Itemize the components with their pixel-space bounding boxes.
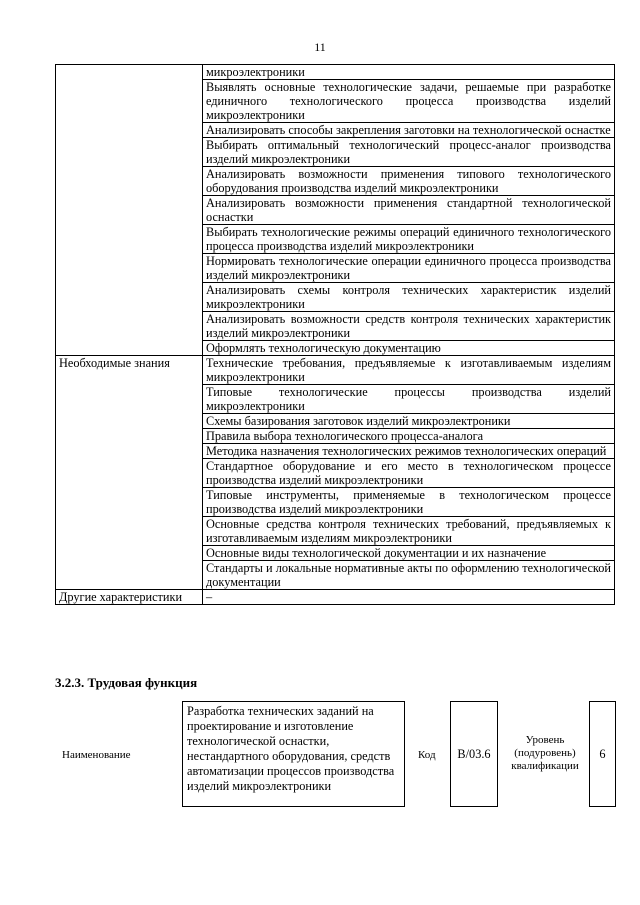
row-value: Правила выбора технологического процесса-аналога bbox=[203, 429, 615, 444]
page-number: 11 bbox=[314, 40, 326, 54]
row-value: Типовые инструменты, применяемые в технологическом процессе производства изделий микроэлектроники bbox=[203, 488, 615, 517]
row-value: Оформлять технологическую документацию bbox=[203, 341, 615, 356]
row-value: Основные средства контроля технических требований, предъявляемых к изготавливаемым изделиям микроэлектроники bbox=[203, 517, 615, 546]
row-value: Стандарты и локальные нормативные акты по оформлению технологической документации bbox=[203, 561, 615, 590]
name-label: Наименование bbox=[62, 749, 131, 761]
level-box: 6 bbox=[589, 701, 616, 807]
row-label bbox=[56, 65, 203, 356]
level-label: Уровень (подуровень) квалификации bbox=[511, 734, 579, 772]
row-label: Другие характеристики bbox=[56, 590, 203, 605]
row-value: Анализировать возможности применения типового технологического оборудования производства изделий микроэлектроники bbox=[203, 167, 615, 196]
table-row bbox=[56, 65, 615, 80]
row-value: Типовые технологические процессы производства изделий микроэлектроники bbox=[203, 385, 615, 414]
table-row bbox=[56, 356, 615, 385]
code-label: Код bbox=[418, 749, 436, 761]
row-value: Технические требования, предъявляемые к изготавливаемым изделиям микроэлектроники bbox=[203, 356, 615, 385]
row-value: Анализировать способы закрепления заготовки на технологической оснастке bbox=[203, 123, 615, 138]
table-row bbox=[56, 590, 615, 605]
section-title: 3.2.3. Трудовая функция bbox=[55, 675, 198, 690]
row-label: Необходимые знания bbox=[56, 356, 203, 590]
row-value: Анализировать возможности применения стандартной технологической оснастки bbox=[203, 196, 615, 225]
row-value: Основные виды технологической документации и их назначение bbox=[203, 546, 615, 561]
skills-table bbox=[55, 64, 615, 605]
row-value: Анализировать возможности средств контроля технических характеристик изделий микроэлектроники bbox=[203, 312, 615, 341]
row-value: Стандартное оборудование и его место в технологическом процессе производства изделий микроэлектроники bbox=[203, 459, 615, 488]
code-box: B/03.6 bbox=[450, 701, 498, 807]
row-value: микроэлектроники bbox=[203, 65, 615, 80]
row-value: Нормировать технологические операции единичного процесса производства изделий микроэлектроники bbox=[203, 254, 615, 283]
row-value: Методика назначения технологических режимов технологических операций bbox=[203, 444, 615, 459]
row-value: – bbox=[203, 590, 615, 605]
row-value: Выбирать оптимальный технологический процесс-аналог производства изделий микроэлектроники bbox=[203, 138, 615, 167]
row-value: Схемы базирования заготовок изделий микроэлектроники bbox=[203, 414, 615, 429]
row-value: Выявлять основные технологические задачи, решаемые при разработке единичного технологического процесса производства изделий микроэлектроники bbox=[203, 80, 615, 123]
row-value: Выбирать технологические режимы операций единичного технологического процесса производства изделий микроэлектроники bbox=[203, 225, 615, 254]
function-name-box: Разработка технических заданий на проектирование и изготовление технологической оснастки, нестандартного оборудования, средств автоматизации процессов производства изделий микроэлектроники bbox=[182, 701, 405, 807]
row-value: Анализировать схемы контроля технических характеристик изделий микроэлектроники bbox=[203, 283, 615, 312]
